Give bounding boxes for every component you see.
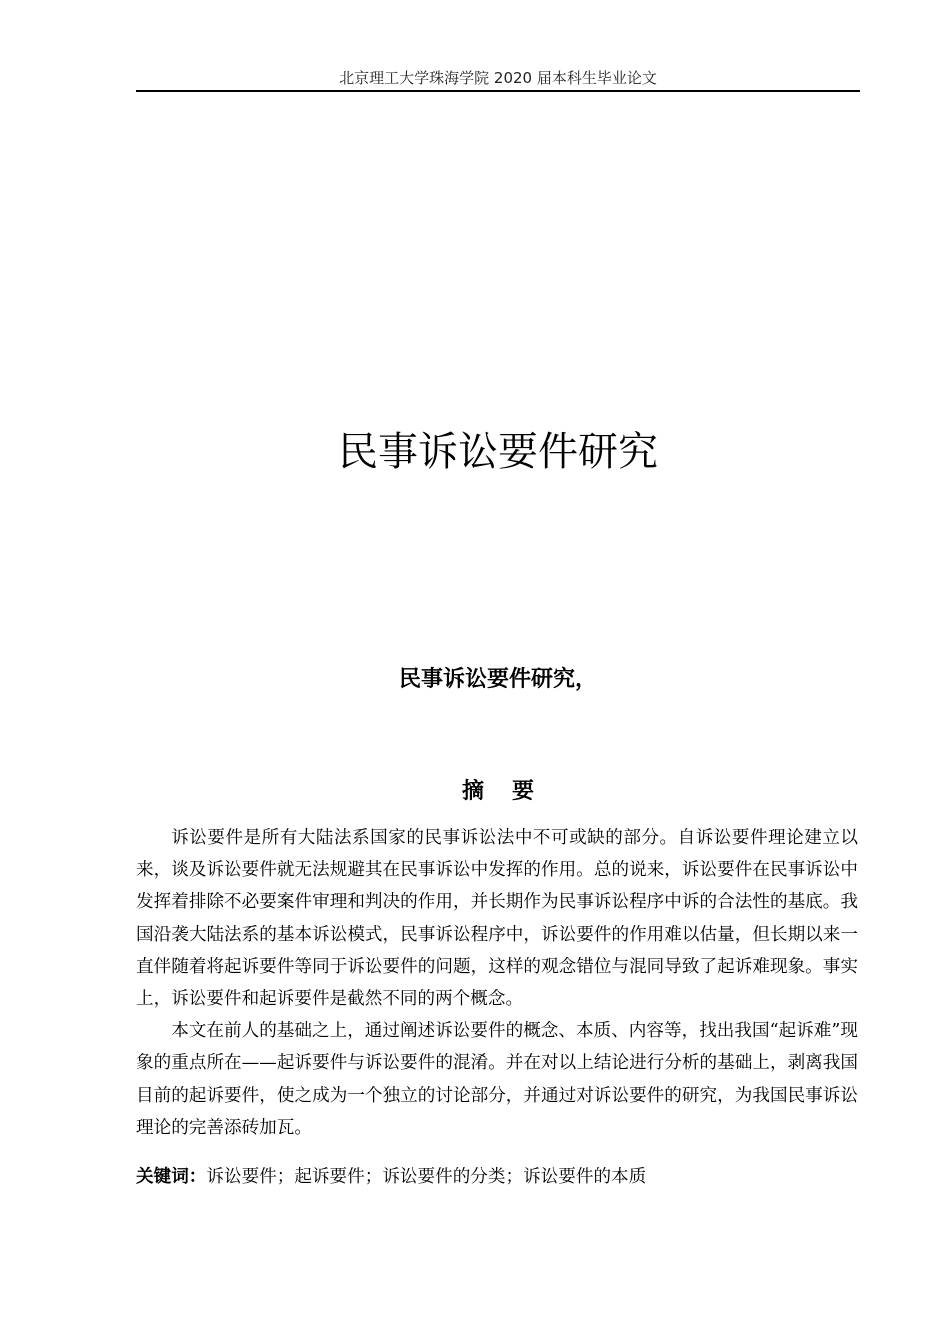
document-subtitle: 民事诉讼要件研究， — [398, 667, 597, 692]
abstract-body — [136, 822, 858, 1144]
keywords-label: 关键词： — [136, 1167, 207, 1187]
keywords-text: 诉讼要件；起诉要件；诉讼要件的分类；诉讼要件的本质 — [206, 1167, 647, 1187]
header-rule — [136, 90, 860, 92]
document-title: 民事诉讼要件研究 — [338, 429, 658, 475]
keywords-line — [136, 1161, 858, 1193]
running-header: 北京理工大学珠海学院 2020 届本科生毕业论文 — [339, 69, 657, 87]
abstract-paragraph: 本文在前人的基础之上，通过阐述诉讼要件的概念、本质、内容等，找出我国“起诉难”现象的重点所在——起诉要件与诉讼要件的混淆。并在对以上结论进行分析的基础上，剥离我国目前的起诉要件，使之成为一个独立的讨论部分，并通过对诉讼要件的研究，为我国民事诉讼理论的完善添砖加瓦。 — [136, 1021, 858, 1138]
abstract-heading: 摘要 — [461, 779, 562, 804]
abstract-paragraph: 诉讼要件是所有大陆法系国家的民事诉讼法中不可或缺的部分。自诉讼要件理论建立以来，谈及诉讼要件就无法规避其在民事诉讼中发挥的作用。总的说来，诉讼要件在民事诉讼中发挥着排除不必要案件审理和判决的作用，并长期作为民事诉讼程序中诉的合法性的基底。我国沿袭大陆法系的基本诉讼模式，民事诉讼程序中，诉讼要件的作用难以估量，但长期以来一直伴随着将起诉要件等同于诉讼要件的问题，这样的观念错位与混同导致了起诉难现象。事实上，诉讼要件和起诉要件是截然不同的两个概念。 — [136, 828, 858, 1010]
